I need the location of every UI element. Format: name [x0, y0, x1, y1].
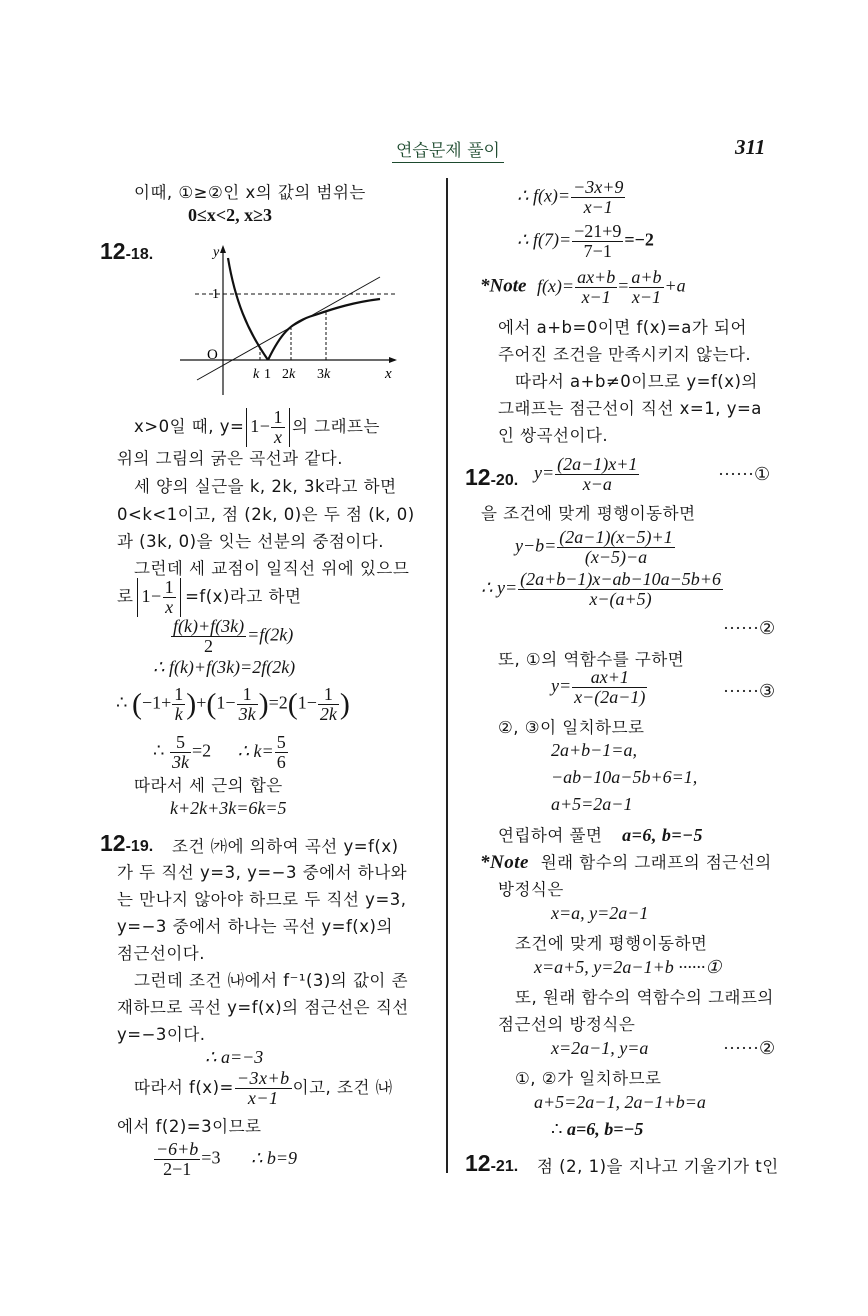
- p20-tag-3: ······③: [723, 681, 776, 701]
- p18-text-8: 따라서 세 근의 합은: [134, 776, 283, 795]
- p18-eq-2: ∴ f(k)+f(3k)=2f(2k): [153, 657, 296, 677]
- p18-eq-4: [153, 733, 289, 772]
- text-segment: ∴ y=: [481, 577, 518, 598]
- p19-text-7: 재하므로 곡선 y=f(x)의 점근선은 직선: [117, 998, 409, 1017]
- note-2-text-3: 조건에 맞게 평행이동하면: [515, 934, 708, 953]
- graph-12-18: [175, 240, 405, 400]
- one-label: 1: [212, 287, 219, 302]
- note-2-text-2: 방정식은: [498, 880, 564, 899]
- p21-text-1: 점 (2, 1)을 지나고 기울기가 t인: [537, 1157, 779, 1176]
- text-segment: −1+: [141, 692, 172, 713]
- note-2-eq-1: x=a, y=2a−1: [551, 903, 649, 923]
- y-axis-arrow-icon: [220, 245, 226, 253]
- note-1-text-2: 주어진 조건을 만족시키지 않는다.: [498, 345, 752, 364]
- note-2-eq-3: x=2a−1, y=a: [551, 1038, 649, 1058]
- p20-text-1: 을 조건에 맞게 평행이동하면: [481, 504, 696, 523]
- numerator: a+b: [631, 267, 662, 287]
- curve-left-branch: [228, 258, 268, 360]
- denominator: 2−1: [163, 1158, 192, 1179]
- p19-text-5: 점근선이다.: [117, 944, 205, 963]
- problem-number-12-21: [465, 1150, 518, 1177]
- fraction: [171, 617, 246, 656]
- text-segment: 1−: [216, 692, 236, 713]
- paren-close: ): [339, 687, 350, 721]
- fraction: [170, 733, 191, 772]
- fraction: [557, 528, 674, 567]
- text-segment: =2: [268, 692, 288, 713]
- text-segment: 원래 함수의 그래프의 점근선의: [540, 853, 772, 872]
- result: a=6, b=−5: [566, 1119, 644, 1139]
- text-segment: 따라서 f(x)=: [134, 1077, 234, 1097]
- tick-2k: 2k: [282, 367, 296, 382]
- denominator: x−1: [583, 196, 613, 217]
- therefore-symbol: ∴: [551, 1119, 563, 1139]
- p19-eq-1: ∴ a=−3: [205, 1047, 264, 1067]
- numerator: ax+b: [577, 267, 616, 287]
- note-2-tag-2: ······②: [723, 1038, 776, 1058]
- p18-text-7: [117, 578, 301, 617]
- numerator: 1: [237, 685, 258, 705]
- numerator: 1: [164, 577, 175, 597]
- text-segment: ∴ b=9: [250, 1147, 298, 1168]
- intro-line-1: 이때, ①≥②인 x의 값의 범위는: [134, 183, 366, 202]
- problem-number-main: 12: [100, 830, 126, 856]
- numerator: ax+1: [572, 668, 647, 688]
- p20-tag-1: ······①: [718, 464, 771, 484]
- denominator: 3k: [171, 751, 189, 772]
- denominator: 2k: [319, 703, 337, 724]
- column-divider: [446, 178, 448, 1173]
- text-segment: 의 그래프는: [291, 416, 380, 436]
- p19-text-1: 조건 ㈎에 의하여 곡선 y=f(x): [172, 837, 399, 856]
- numerator: (2a−1)(x−5)+1: [559, 527, 673, 547]
- numerator: −6+b: [156, 1139, 199, 1159]
- cont-eq-1: [517, 178, 626, 217]
- result: a=6, b=−5: [622, 825, 704, 845]
- paren-close: ): [258, 687, 269, 721]
- text-segment: 1−: [141, 585, 162, 606]
- absolute-value: [246, 408, 290, 447]
- cont-eq-2: [517, 222, 654, 261]
- denominator: 2: [204, 635, 214, 656]
- p19-text-4: y=−3 중에서 하나는 곡선 y=f(x)의: [117, 917, 393, 936]
- denominator: x: [165, 596, 174, 617]
- p19-eq-2: [153, 1140, 297, 1179]
- denominator: x−(2a−1): [574, 686, 646, 707]
- p19-text-10: 에서 f(2)=3이므로: [117, 1117, 262, 1136]
- text-segment: 로: [117, 586, 134, 606]
- text-segment: x>0일 때, y=: [134, 416, 245, 436]
- numerator: −21+9: [574, 221, 622, 241]
- numerator: 1: [318, 685, 339, 705]
- problem-number-12-18: [100, 238, 153, 265]
- note-1-text-3: 따라서 a+b≠0이므로 y=f(x)의: [515, 372, 758, 391]
- text-segment: 이고, 조건 ㈏: [292, 1077, 393, 1097]
- paren-close: ): [186, 687, 197, 721]
- fraction: [235, 1069, 292, 1108]
- denominator: x−1: [631, 286, 661, 307]
- problem-number-sub: -20.: [490, 472, 519, 489]
- fraction: [575, 268, 617, 307]
- p20-text-3: ②, ③이 일치하므로: [498, 718, 645, 737]
- p20-tag-2: ······②: [723, 618, 776, 638]
- text-segment: y=: [551, 675, 572, 696]
- note-label: *Note: [480, 852, 529, 873]
- page-number: 311: [735, 135, 766, 159]
- tick-3k: 3k: [317, 367, 331, 382]
- problem-number-12-19: [100, 830, 153, 857]
- numerator: 5: [276, 732, 286, 752]
- problem-number-main: 12: [100, 238, 126, 264]
- y-axis-label: y: [213, 245, 220, 260]
- numerator: 5: [170, 733, 191, 753]
- numerator: (2a−1)x+1: [557, 454, 638, 474]
- text-segment: ∴ k=: [237, 740, 274, 761]
- note-label: *Note: [480, 275, 527, 297]
- problem-number-sub: -18.: [125, 246, 154, 263]
- fraction: [555, 455, 639, 494]
- text-segment: =f(x)라고 하면: [185, 586, 302, 606]
- fraction: [518, 570, 723, 609]
- problem-number-sub: -21.: [490, 1158, 519, 1175]
- section-title: 연습문제 풀이: [392, 136, 504, 163]
- problem-number-12-20: [465, 464, 518, 491]
- denominator: 7−1: [583, 240, 612, 261]
- p20-eq-3: [481, 570, 724, 609]
- p18-text-3: 세 양의 실근을 k, 2k, 3k라고 하면: [134, 477, 397, 496]
- note-2-eq-4: a+5=2a−1, 2a−1+b=a: [534, 1092, 706, 1112]
- text-segment: 1−: [250, 415, 271, 436]
- denominator: x−(a+5): [589, 588, 652, 609]
- numerator: 1: [273, 407, 283, 427]
- problem-number-main: 12: [465, 464, 491, 490]
- p20-eq-6: −ab−10a−5b+6=1,: [551, 767, 698, 787]
- text-segment: =f(2k): [247, 624, 294, 645]
- therefore-symbol: ∴: [116, 692, 128, 713]
- note-2-text-4: 또, 원래 함수의 역함수의 그래프의: [515, 988, 774, 1007]
- p20-eq-1: [534, 455, 640, 494]
- note-2-result: [551, 1119, 643, 1140]
- p20-eq-5: 2a+b−1=a,: [551, 740, 637, 760]
- denominator: (x−5)−a: [584, 546, 648, 567]
- p18-eq-5: k+2k+3k=6k=5: [170, 798, 287, 818]
- denominator: x−1: [581, 286, 611, 307]
- text-segment: =2: [191, 740, 212, 761]
- note-2-text-1: [480, 849, 772, 874]
- problem-number-sub: -19.: [125, 838, 154, 855]
- numerator: f(k)+f(3k): [173, 616, 245, 636]
- p18-text-6: 그런데 세 교점이 일직선 위에 있으므: [134, 559, 410, 578]
- note-1-text-5: 인 쌍곡선이다.: [498, 426, 609, 445]
- fraction: [237, 685, 258, 724]
- text-segment: y=: [534, 462, 555, 483]
- text-segment: y−b=: [515, 535, 557, 556]
- fraction: [572, 668, 647, 707]
- x-axis-arrow-icon: [389, 357, 397, 363]
- denominator: x−1: [247, 1087, 279, 1108]
- denominator: 6: [276, 751, 286, 772]
- paren-open: (: [131, 687, 142, 721]
- text-segment: ∴ f(x)=: [517, 185, 571, 206]
- origin-label: O: [207, 347, 218, 363]
- intro-line-2: 0≤x<2, x≥3: [188, 205, 273, 225]
- p20-eq-2: [515, 528, 676, 567]
- numerator: 1: [174, 684, 184, 704]
- paren-open: (: [287, 687, 298, 721]
- text-segment: f(x)=: [536, 275, 575, 296]
- fraction: [154, 1140, 200, 1179]
- x-axis-label: x: [385, 366, 392, 382]
- tick-1: 1: [264, 367, 271, 382]
- p19-text-2: 가 두 직선 y=3, y=−3 중에서 하나와: [117, 863, 408, 882]
- p20-eq-4: [551, 668, 648, 707]
- p19-text-9: [134, 1069, 393, 1108]
- p20-text-2: 또, ①의 역함수를 구하면: [498, 650, 685, 669]
- p20-eq-7: a+5=2a−1: [551, 794, 633, 814]
- text-segment: +a: [664, 275, 686, 296]
- paren-open: (: [206, 687, 217, 721]
- p18-text-2: 위의 그림의 굵은 곡선과 같다.: [117, 449, 343, 468]
- fraction: [271, 408, 285, 447]
- fraction: [163, 578, 177, 617]
- p18-text-4: 0<k<1이고, 점 (2k, 0)은 두 점 (k, 0): [117, 505, 415, 524]
- text-segment: +: [196, 692, 207, 713]
- p18-eq-1: [170, 617, 293, 656]
- text-segment: 1−: [297, 692, 317, 713]
- p20-text-4: [498, 822, 703, 846]
- note-2-text-5: 점근선의 방정식은: [498, 1015, 636, 1034]
- p19-text-8: y=−3이다.: [117, 1025, 206, 1044]
- note-2-text-6: ①, ②가 일치하므로: [515, 1069, 662, 1088]
- p18-text-5: 과 (3k, 0)을 잇는 선분의 중점이다.: [117, 532, 384, 551]
- denominator: x: [273, 426, 283, 447]
- p18-text-1: [134, 408, 380, 447]
- denominator: k: [174, 703, 183, 724]
- text-segment: =3: [201, 1147, 221, 1168]
- note-1-text-1: 에서 a+b=0이면 f(x)=a가 되어: [498, 318, 747, 337]
- fraction: [275, 733, 288, 772]
- numerator: −3x+b: [236, 1068, 290, 1088]
- fraction: [629, 268, 663, 307]
- p19-text-6: 그런데 조건 ㈏에서 f⁻¹(3)의 값이 존: [134, 971, 409, 990]
- absolute-value: [137, 578, 181, 617]
- text-segment: ∴ f(7)=: [517, 229, 572, 250]
- text-segment: 연립하여 풀면: [498, 826, 603, 845]
- note-1-text-4: 그래프는 점근선이 직선 x=1, y=a: [498, 399, 762, 418]
- numerator: −3x+9: [573, 177, 624, 197]
- denominator: x−a: [582, 473, 612, 494]
- denominator: 3k: [238, 703, 256, 724]
- numerator: (2a+b−1)x−ab−10a−5b+6: [520, 569, 721, 589]
- therefore-symbol: ∴: [153, 740, 165, 761]
- p19-text-3: 는 만나지 않아야 하므로 두 직선 y=3,: [117, 890, 407, 909]
- note-2-eq-2: x=a+5, y=2a−1+b ······①: [534, 957, 722, 977]
- note-1-formula: [480, 268, 686, 307]
- fraction: [571, 178, 625, 217]
- p18-eq-3: [116, 685, 350, 724]
- fraction: [318, 685, 339, 724]
- fraction: [572, 222, 623, 261]
- fraction: [172, 685, 185, 724]
- tick-k: k: [253, 367, 260, 382]
- problem-number-main: 12: [465, 1150, 491, 1176]
- text-segment: =−2: [624, 229, 654, 250]
- text-segment: =: [618, 275, 629, 296]
